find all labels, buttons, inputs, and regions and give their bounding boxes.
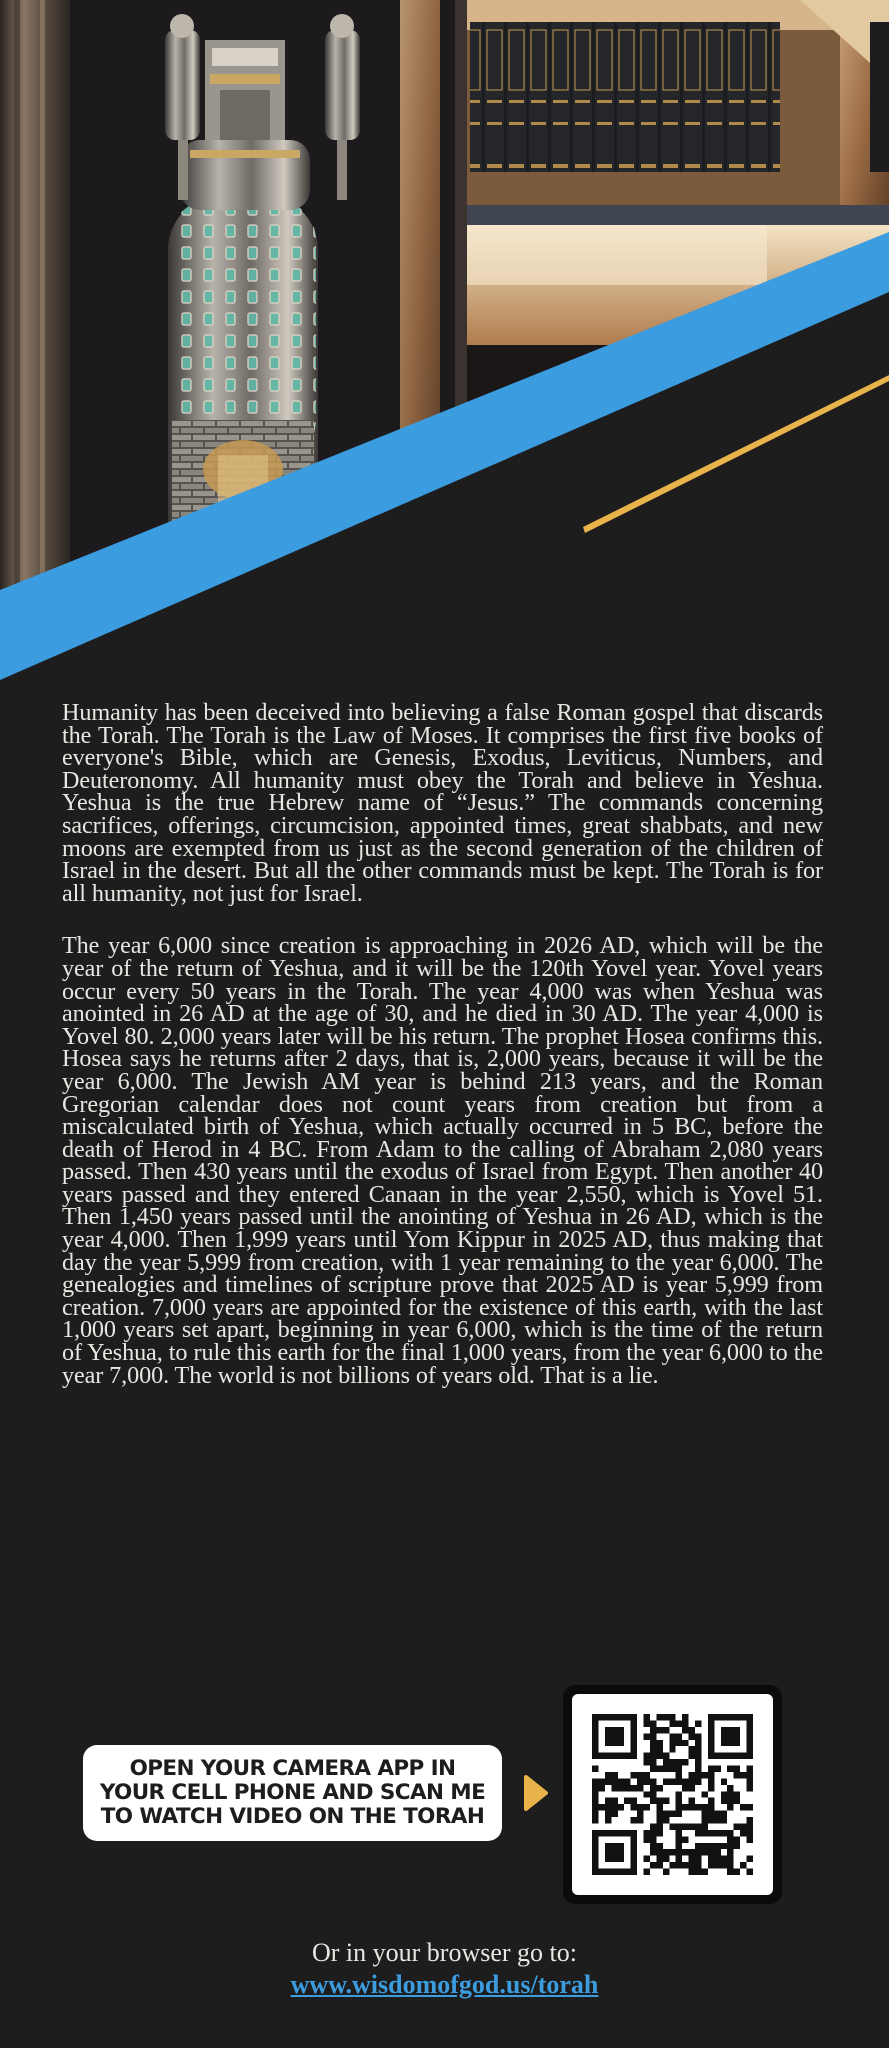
cta-line-3: TO WATCH VIDEO ON THE TORAH	[100, 1804, 485, 1829]
paragraph-torah-intro: Humanity has been deceived into believing a false Roman gospel that discards the Torah. The Torah is the Law of Moses. It comprises the first five books of everyone's Bible, which are Genesis, Exodus, Leviticus, Numbers, and Deuteronomy. All humanity must obey the Torah and believe in Yeshua. Yeshua is the true Hebrew name of “Jesus.” The commands concerning sacrifices, offerings, circumcision, appointed times, great shabbats, and new moons are exempted from us just as the second generation of the children of Israel in the desert. But all the other commands must be kept. The Torah is for all humanity, not just for Israel.	[62, 699, 823, 907]
browser-instruction: Or in your browser go to:	[311, 1938, 577, 1967]
paragraph-year-6000: The year 6,000 since creation is approaching in 2026 AD, which will be the year of the return of Yeshua, and it will be the 120th Yovel year. Yovel years occur every 50 years in the Torah. The year 4,000 was when Yeshua was anointed in 26 AD at the age of 30, and he died in 30 AD. The year 4,000 is Yovel 80. 2,000 years later will be his return. The prophet Hosea confirms this. Hosea says he returns after 2 days, that is, 2,000 years, because it will be the year 6,000. The Jewish AM year is behind 213 years, and the Roman Gregorian calendar does not count years from creation but from a miscalculated birth of Yeshua, which actually occurred in 5 BC, before the death of Herod in 4 BC. From Adam to the calling of Abraham 2,080 years passed. Then 430 years until the exodus of Israel from Egypt. Then another 40 years passed and they entered Canaan in the year 2,550, which is Yovel 51. Then 1,450 years passed until the anointing of Yeshua in 26 AD, which is the year 4,000. Then 1,999 years until Yom Kippur in 2025 AD, thus making that day the year 5,999 from creation, with 1 year remaining to the year 6,000. The genealogies and timelines of scripture prove that 2025 AD is year 5,999 from creation. 7,000 years are appointed for the existence of this earth, with the last 1,000 years set apart, beginning in year 6,000, which is the time of the return of Yeshua, to rule this earth for the final 1,000 years, from the year 6,000 to the year 7,000. The world is not billions of years old. That is a lie.	[62, 932, 823, 1389]
article-body	[62, 699, 823, 1417]
website-link[interactable]: www.wisdomofgod.us/torah	[290, 1970, 599, 1999]
qr-code-icon[interactable]	[572, 1694, 773, 1895]
hero-photo	[0, 0, 889, 690]
chevron-right-icon	[524, 1775, 548, 1811]
torah-scroll-photo	[0, 0, 889, 690]
cta-line-2: YOUR CELL PHONE AND SCAN ME	[99, 1780, 486, 1805]
cta-line-1: OPEN YOUR CAMERA APP IN	[129, 1756, 456, 1781]
qr-code-frame[interactable]	[563, 1685, 782, 1904]
scan-instructions-pill	[83, 1745, 502, 1841]
